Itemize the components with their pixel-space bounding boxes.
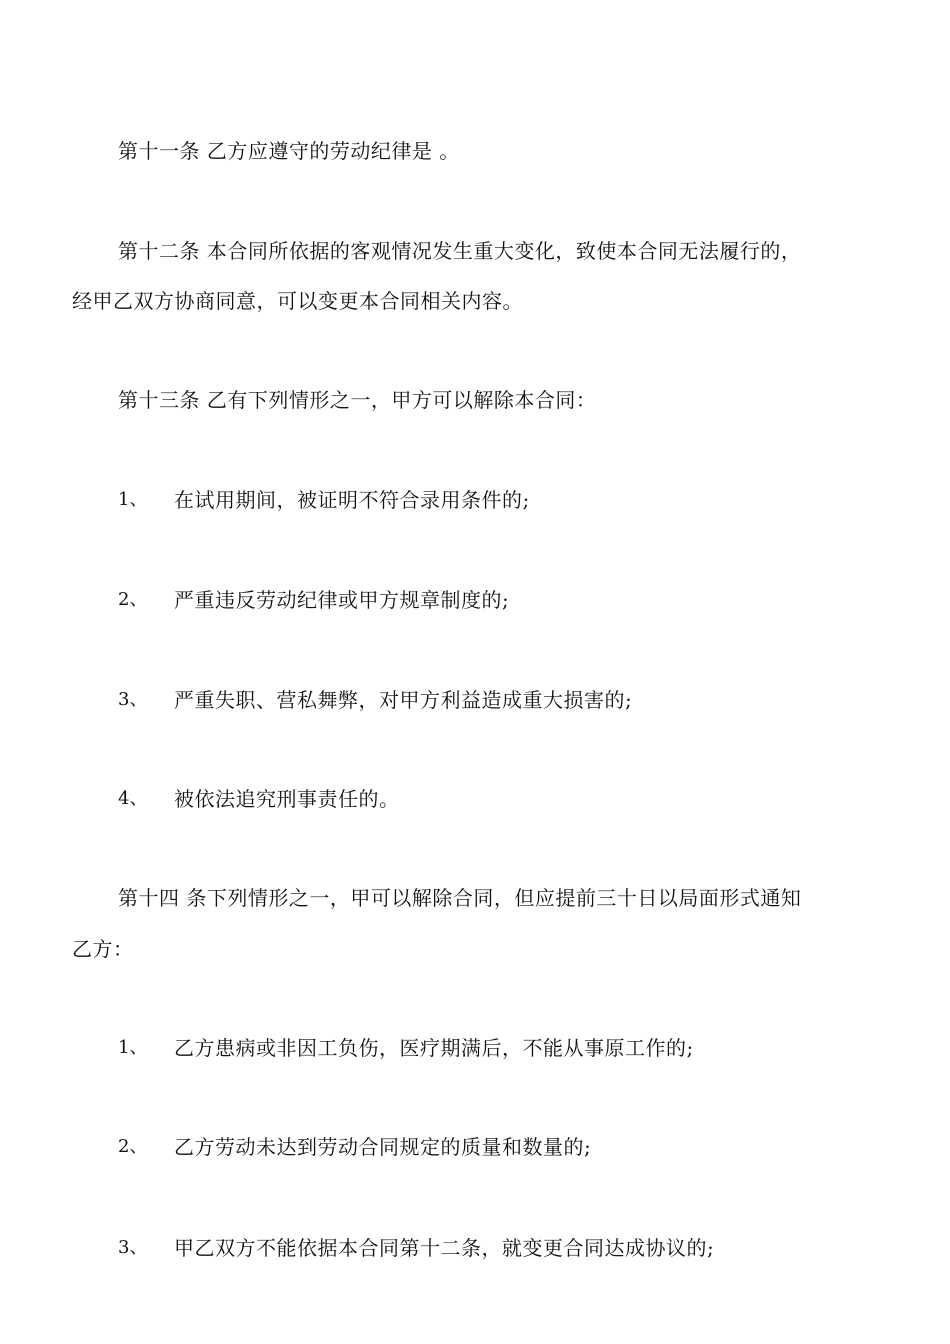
article-13-item-3-text: 严重失职、营私舞弊，对甲方利益造成重大损害的; <box>174 688 633 712</box>
article-13-item-2-text: 严重违反劳动纪律或甲方规章制度的; <box>174 588 510 612</box>
article-14-item-3-number: 3、 <box>118 1237 148 1258</box>
article-13-item-4-number: 4、 <box>118 788 148 809</box>
article-14-item-2-text: 乙方劳动未达到劳动合同规定的质量和数量的; <box>174 1135 592 1159</box>
article-13-item-2-number: 2、 <box>118 589 148 610</box>
article-13-item-3-number: 3、 <box>118 689 148 710</box>
article-14-item-2-number: 2、 <box>118 1136 148 1157</box>
article-11: 第十一条 乙方应遵守的劳动纪律是 。 <box>118 139 460 163</box>
article-13-item-1-number: 1、 <box>118 489 148 510</box>
article-13-item-4-text: 被依法追究刑事责任的。 <box>174 787 400 811</box>
article-14-item-1-text: 乙方患病或非因工负伤，医疗期满后，不能从事原工作的; <box>174 1036 694 1060</box>
article-13: 第十三条 乙有下列情形之一，甲方可以解除本合同： <box>118 388 597 412</box>
article-12-line-2: 经甲乙双方协商同意，可以变更本合同相关内容。 <box>72 289 523 313</box>
article-14-item-3-text: 甲乙双方不能依据本合同第十二条，就变更合同达成协议的; <box>174 1236 715 1260</box>
article-14-item-1-number: 1、 <box>118 1037 148 1058</box>
article-14-line-1: 第十四 条下列情形之一，甲可以解除合同，但应提前三十日以局面形式通知 <box>118 886 802 910</box>
article-12-line-1: 第十二条 本合同所依据的客观情况发生重大变化，致使本合同无法履行的， <box>118 239 802 263</box>
article-14-line-2: 乙方： <box>72 937 134 961</box>
article-13-item-1-text: 在试用期间，被证明不符合录用条件的; <box>174 488 530 512</box>
